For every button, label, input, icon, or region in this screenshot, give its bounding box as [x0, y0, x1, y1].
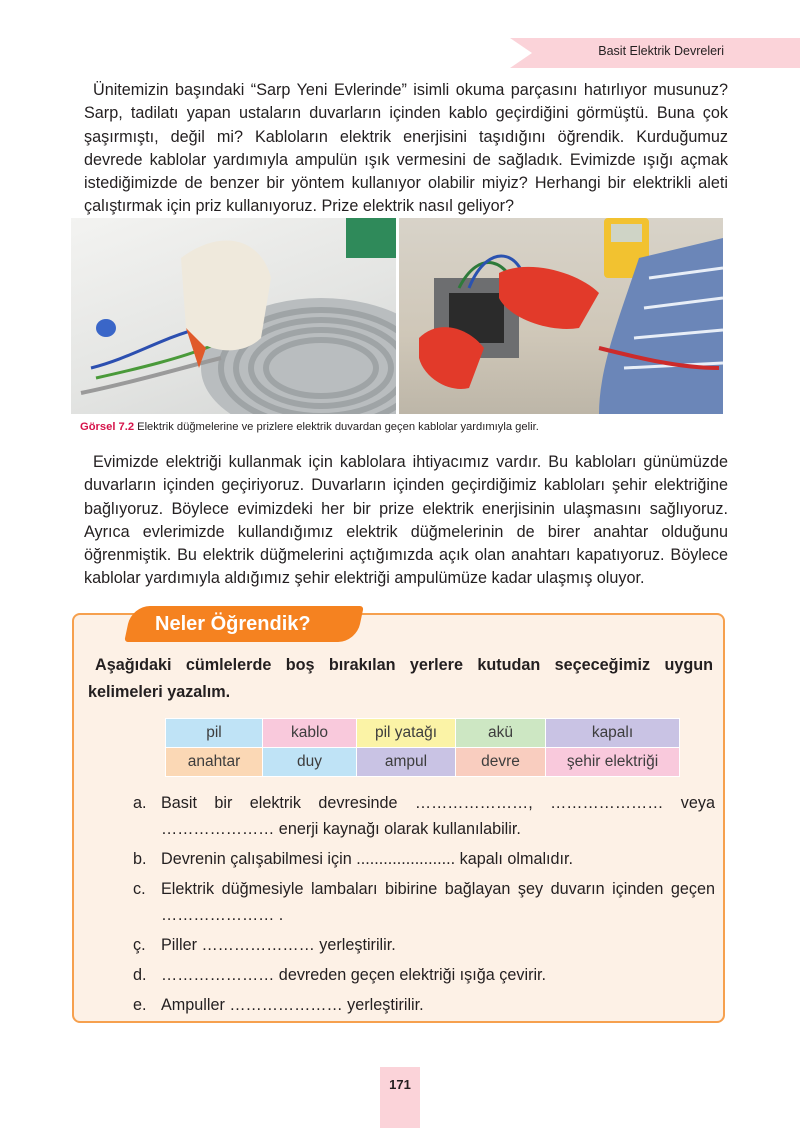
word-cell: şehir elektriği — [546, 748, 680, 777]
question-letter: e. — [133, 996, 147, 1014]
word-cell: anahtar — [166, 748, 263, 777]
intro-paragraph: Ünitemizin başındaki “Sarp Yeni Evlerinde” isimli okuma parçasını hatırlıyor musunuz? Sarp, tadilatı yapan ustaların duvarların içinden kablo geçirdiğini görmüştü. Buna çok şaşırmıştı, değil mi? Kabloların elektrik enerjisini taşıdığını öğrendik. Kurduğumuz devrede kablolar yardımıyla ampulün ışık vermesini de sağladık. Evimizde ışığı açmak istediğimizde de benzer bir yöntem kullanıyor olabilir miyiz? Herhangi bir elektrikli aleti çalıştırmak için priz kullanıyoruz. Prize elektrik nasıl geliyor? — [84, 81, 728, 216]
question-letter: d. — [133, 966, 147, 984]
photo-cables-wall — [71, 218, 396, 414]
photo-electrician-socket — [399, 218, 723, 414]
question-letter: ç. — [133, 936, 146, 954]
word-box-row — [166, 748, 680, 777]
figure-label: Görsel 7.2 — [80, 421, 135, 433]
figure-caption — [80, 421, 539, 433]
word-box — [165, 718, 680, 777]
page-number: 171 — [389, 1077, 411, 1092]
question-e — [133, 992, 715, 1018]
question-b — [133, 846, 715, 872]
header-title: Basit Elektrik Devreleri — [598, 44, 724, 58]
word-box-row — [166, 719, 680, 748]
word-cell: ampul — [357, 748, 456, 777]
figure-caption-text: Elektrik düğmelerine ve prizlere elektrik duvardan geçen kablolar yardımıyla gelir. — [137, 421, 539, 433]
question-d — [133, 962, 715, 988]
activity-title: Neler Öğrendik? — [155, 613, 311, 635]
question-c-cedilla — [133, 932, 715, 958]
word-cell: duy — [263, 748, 357, 777]
question-text: ………………… devreden geçen elektriği ışığa çevirir. — [161, 966, 547, 984]
question-letter: a. — [133, 794, 147, 812]
word-cell: kapalı — [546, 719, 680, 748]
question-a — [133, 790, 715, 842]
question-letter: b. — [133, 850, 147, 868]
question-text: Basit bir elektrik devresinde …………………, ………………… veya ………………… enerji kaynağı olarak kullanılabilir. — [161, 794, 715, 838]
word-cell: kablo — [263, 719, 357, 748]
activity-instruction: Aşağıdaki cümlelerde boş bırakılan yerlere kutudan seçeceğimiz uygun kelimeleri yazalım. — [88, 656, 713, 701]
word-cell: pil yatağı — [357, 719, 456, 748]
word-cell: akü — [456, 719, 546, 748]
question-letter: c. — [133, 880, 146, 898]
word-cell: pil — [166, 719, 263, 748]
body-paragraph: Evimizde elektriği kullanmak için kablolara ihtiyacımız vardır. Bu kabloları günümüzde duvarların içinden geçiriyoruz. Duvarların içinden geçirdiğimiz kabloları şehir elektriğine bağlıyoruz. Böylece evimizdeki her bir prize elektrik enerjisinin ulaşmasını sağlıyoruz. Ayrıca evlerimizde kullandığımız elektrik düğmelerinin de birer anahtar olduğunu öğrenmiştik. Bu elektrik düğmelerini açtığımızda açık olan anahtarı kapatıyoruz. Böylece kablolar yardımıyla aldığımız şehir elektriği ampulümüze kadar ulaşmış oluyor. — [84, 453, 728, 588]
word-cell: devre — [456, 748, 546, 777]
question-c — [133, 876, 715, 928]
question-text: Elektrik düğmesiyle lambaları bibirine bağlayan şey duvarın içinden geçen ………………… . — [161, 880, 715, 924]
question-text: Ampuller ………………… yerleştirilir. — [161, 996, 424, 1014]
question-text: Piller ………………… yerleştirilir. — [161, 936, 396, 954]
question-text: Devrenin çalışabilmesi için ...................... kapalı olmalıdır. — [161, 850, 574, 868]
